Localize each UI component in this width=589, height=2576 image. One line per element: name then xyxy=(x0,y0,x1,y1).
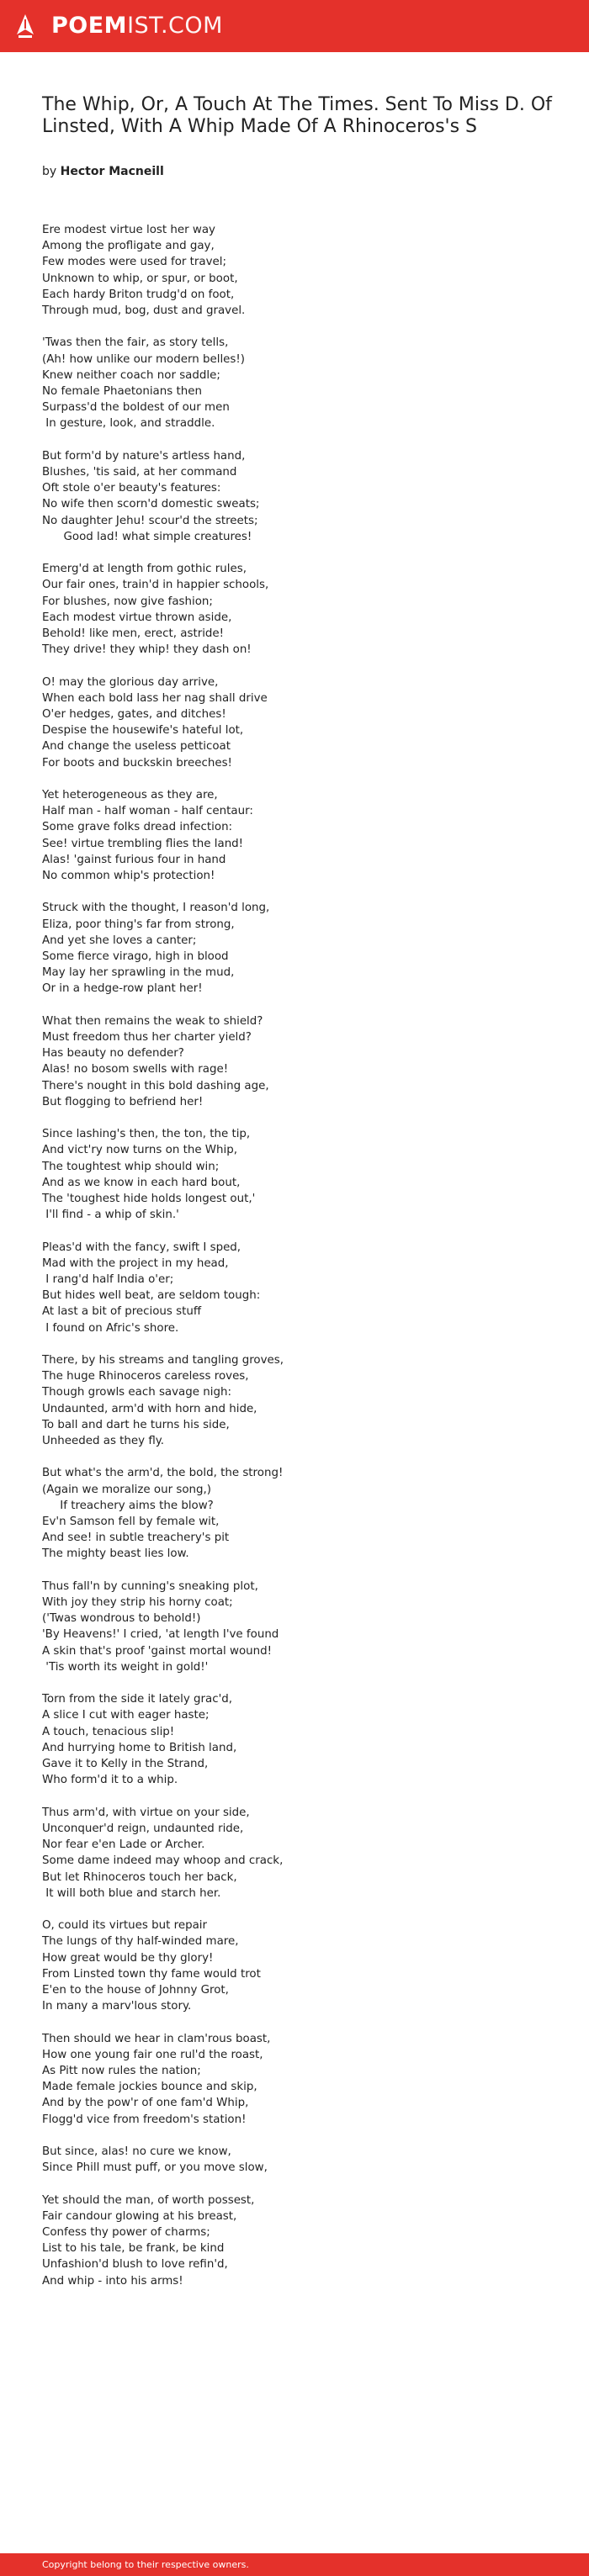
poem-line: Each hardy Briton trudg'd on foot, xyxy=(42,288,235,301)
poem-line: Unconquer'd reign, undaunted ride, xyxy=(42,1822,244,1835)
poem-line: Unfashion'd blush to love refin'd, xyxy=(42,2258,228,2272)
poem-line: Mad with the project in my head, xyxy=(42,1256,229,1270)
poem-line: Undaunted, arm'd with horn and hide, xyxy=(42,1402,257,1415)
poem-line: For boots and buckskin breeches! xyxy=(42,756,232,770)
poem-line: Or in a hedge-row plant her! xyxy=(42,982,203,996)
poem-line: E'en to the house of Johnny Grot, xyxy=(42,1983,229,1997)
poem-line: Yet should the man, of worth possest, xyxy=(42,2193,255,2207)
poem-line: Some fierce virago, high in blood xyxy=(42,950,229,964)
poem-stanza xyxy=(42,1691,564,1788)
poem-line: See! virtue trembling flies the land! xyxy=(42,837,244,850)
poem-line: And yet she loves a canter; xyxy=(42,934,197,947)
poem-stanza xyxy=(42,1917,564,2014)
poem-line: No daughter Jehu! scour'd the streets; xyxy=(42,514,258,527)
poem-line: Flogg'd vice from freedom's station! xyxy=(42,2113,247,2126)
poem-line: Our fair ones, train'd in happier schools, xyxy=(42,579,269,592)
site-logo-link[interactable] xyxy=(51,13,223,39)
poem-line: Since Phill must puff, or you move slow, xyxy=(42,2161,268,2175)
logo-bold-text: POEM xyxy=(51,13,128,39)
poem-line: Emerg'd at length from gothic rules, xyxy=(42,563,247,576)
poem-line: There's nought in this bold dashing age, xyxy=(42,1079,269,1092)
poem-line: 'By Heavens!' I cried, 'at length I've found xyxy=(42,1628,279,1642)
poem-line: Has beauty no defender? xyxy=(42,1047,184,1061)
poem-line: But let Rhinoceros touch her back, xyxy=(42,1870,237,1884)
poem-line: A slice I cut with eager haste; xyxy=(42,1709,210,1722)
poem-line: The lungs of thy half-winded mare, xyxy=(42,1935,239,1949)
poem-line: I rang'd half India o'er; xyxy=(42,1273,174,1287)
poem-line: Surpass'd the boldest of our men xyxy=(42,401,230,415)
poem-line: Unheeded as they fly. xyxy=(42,1435,165,1448)
poem-line: A skin that's proof 'gainst mortal wound! xyxy=(42,1644,273,1658)
poem-line: Ev'n Samson fell by female wit, xyxy=(42,1515,220,1529)
poem-line: The huge Rhinoceros careless roves, xyxy=(42,1370,249,1383)
poem-line: Thus fall'n by cunning's sneaking plot, xyxy=(42,1579,258,1593)
poem-line: Behold! like men, erect, astride! xyxy=(42,627,225,641)
poem-line: The toughtest whip should win; xyxy=(42,1160,220,1173)
logo-light-text: IST.COM xyxy=(127,13,223,39)
poem-line: Confess thy power of charms; xyxy=(42,2225,210,2239)
poem-line: Though growls each savage nigh: xyxy=(42,1386,231,1399)
poem-stanza xyxy=(42,1352,564,1449)
poem-line: And as we know in each hard bout, xyxy=(42,1176,241,1189)
poem-stanza xyxy=(42,2193,564,2289)
poem-line: But since, alas! no cure we know, xyxy=(42,2145,231,2158)
poem-line: And by the pow'r of one fam'd Whip, xyxy=(42,2097,249,2110)
poem-line: No wife then scorn'd domestic sweats; xyxy=(42,498,260,511)
poem-line: They drive! they whip! they dash on! xyxy=(42,643,252,657)
poem-line: The mighty beast lies low. xyxy=(42,1547,189,1561)
poem-line: If treachery aims the blow? xyxy=(42,1499,214,1512)
poem-line: With joy they strip his horny coat; xyxy=(42,1596,233,1610)
poem-line: O, could its virtues but repair xyxy=(42,1919,208,1933)
poem-stanza xyxy=(42,1013,564,1110)
poem-stanza xyxy=(42,1126,564,1223)
poem-line: Fair candour glowing at his breast, xyxy=(42,2209,237,2223)
poem-line: And vict'ry now turns on the Whip, xyxy=(42,1144,238,1157)
poem-body xyxy=(42,222,564,2305)
poem-line: (Ah! how unlike our modern belles!) xyxy=(42,352,245,366)
poem-line: Alas! 'gainst furious four in hand xyxy=(42,853,226,866)
poem-line: Then should we hear in clam'rous boast, xyxy=(42,2032,271,2045)
poem-line: And whip - into his arms! xyxy=(42,2274,183,2288)
poem-stanza xyxy=(42,561,564,658)
poem-line: Through mud, bog, dust and gravel. xyxy=(42,304,246,318)
poem-line: The 'toughest hide holds longest out,' xyxy=(42,1193,256,1206)
poem-line: But hides well beat, are seldom tough: xyxy=(42,1289,261,1303)
poem-stanza xyxy=(42,674,564,771)
poem-stanza xyxy=(42,900,564,997)
poem-line: For blushes, now give fashion; xyxy=(42,595,213,608)
poem-stanza xyxy=(42,787,564,884)
poem-line: How great would be thy glory! xyxy=(42,1951,214,1965)
poem-line: Each modest virtue thrown aside, xyxy=(42,611,232,624)
poem-stanza xyxy=(42,2144,564,2176)
poem-line: At last a bit of precious stuff xyxy=(42,1305,202,1319)
poem-line: To ball and dart he turns his side, xyxy=(42,1418,230,1431)
poem-stanza xyxy=(42,1465,564,1562)
poem-stanza xyxy=(42,222,564,319)
poem-line: But flogging to befriend her! xyxy=(42,1095,204,1108)
poem-line: But what's the arm'd, the bold, the strong! xyxy=(42,1467,284,1480)
poem-line: 'Tis worth its weight in gold!' xyxy=(42,1660,209,1674)
poem-line: Some grave folks dread infection: xyxy=(42,821,233,834)
site-header xyxy=(0,0,589,52)
poem-line: Eliza, poor thing's far from strong, xyxy=(42,918,235,931)
poem-line: (Again we moralize our song,) xyxy=(42,1483,211,1496)
poem-line: Torn from the side it lately grac'd, xyxy=(42,1693,233,1706)
poem-line: In gesture, look, and straddle. xyxy=(42,417,215,431)
poem-line: Nor fear e'en Lade or Archer. xyxy=(42,1838,205,1852)
poem-line: Despise the housewife's hateful lot, xyxy=(42,724,244,738)
poem-line: As Pitt now rules the nation; xyxy=(42,2064,201,2077)
poem-stanza xyxy=(42,335,564,431)
poem-stanza xyxy=(42,448,564,545)
poem-line: Struck with the thought, I reason'd long, xyxy=(42,902,270,915)
poem-line: Oft stole o'er beauty's features: xyxy=(42,482,221,495)
poem-line: Since lashing's then, the ton, the tip, xyxy=(42,1128,251,1141)
poem-line: What then remains the weak to shield? xyxy=(42,1014,263,1028)
poem-line: Alas! no bosom swells with rage! xyxy=(42,1063,229,1076)
poem-line: Blushes, 'tis said, at her command xyxy=(42,466,237,479)
poem-line: Among the profligate and gay, xyxy=(42,240,215,253)
poem-line: Must freedom thus her charter yield? xyxy=(42,1031,252,1045)
poem-line: There, by his streams and tangling groves, xyxy=(42,1354,284,1367)
poem-line: Half man - half woman - half centaur: xyxy=(42,805,253,818)
poem-line: I'll find - a whip of skin.' xyxy=(42,1209,179,1222)
byline xyxy=(42,164,164,179)
poem-line: No common whip's protection! xyxy=(42,870,215,883)
poem-line: ('Twas wondrous to behold!) xyxy=(42,1612,201,1626)
poem-line: 'Twas then the fair, as story tells, xyxy=(42,336,229,350)
poem-line: Thus arm'd, with virtue on your side, xyxy=(42,1806,250,1819)
poem-line: Gave it to Kelly in the Strand, xyxy=(42,1758,209,1771)
poem-line: Few modes were used for travel; xyxy=(42,256,227,269)
poem-line: Who form'd it to a whip. xyxy=(42,1774,178,1787)
poem-line: Pleas'd with the fancy, swift I sped, xyxy=(42,1240,241,1254)
poem-line: O! may the glorious day arrive, xyxy=(42,675,219,689)
poem-stanza xyxy=(42,1240,564,1336)
poem-line: And change the useless petticoat xyxy=(42,740,231,754)
poem-line: And see! in subtle treachery's pit xyxy=(42,1531,230,1545)
site-footer xyxy=(0,2553,589,2576)
poem-line: Unknown to whip, or spur, or boot, xyxy=(42,272,238,285)
poem-line: Knew neither coach nor saddle; xyxy=(42,368,220,382)
by-label: by xyxy=(42,165,57,178)
poem-stanza xyxy=(42,1805,564,1902)
poem-line: It will both blue and starch her. xyxy=(42,1886,221,1900)
poem-line: From Linsted town thy fame would trot xyxy=(42,1967,261,1981)
poem-line: But form'd by nature's artless hand, xyxy=(42,449,246,463)
poem-line: And hurrying home to British land, xyxy=(42,1741,237,1754)
poem-line: Some dame indeed may whoop and crack, xyxy=(42,1854,284,1868)
copyright-text: Copyright belong to their respective owners. xyxy=(42,2559,249,2570)
poem-line: In many a marv'lous story. xyxy=(42,2000,192,2013)
poem-line: Ere modest virtue lost her way xyxy=(42,224,215,236)
poem-line: List to his tale, be frank, be kind xyxy=(42,2242,225,2256)
poem-line: Yet heterogeneous as they are, xyxy=(42,789,218,802)
poem-stanza xyxy=(42,2031,564,2128)
poem-line: May lay her sprawling in the mud, xyxy=(42,966,235,980)
poem-line: Good lad! what simple creatures! xyxy=(42,530,252,543)
poem-title: The Whip, Or, A Touch At The Times. Sent To Miss D. Of Linsted, With A Whip Made Of A Rhinoceros's S xyxy=(42,94,552,137)
poem-line: A touch, tenacious slip! xyxy=(42,1725,175,1738)
poem-line: No female Phaetonians then xyxy=(42,385,202,399)
poem-line: Made female jockies bounce and skip, xyxy=(42,2081,257,2094)
poem-line: I found on Afric's shore. xyxy=(42,1321,179,1335)
quill-pen-icon[interactable] xyxy=(15,13,35,39)
poem-line: How one young fair one rul'd the roast, xyxy=(42,2048,263,2061)
poem-line: When each bold lass her nag shall drive xyxy=(42,691,268,705)
author-link[interactable]: Hector Macneill xyxy=(60,165,164,178)
poem-line: O'er hedges, gates, and ditches! xyxy=(42,708,226,722)
poem-stanza xyxy=(42,1579,564,1675)
